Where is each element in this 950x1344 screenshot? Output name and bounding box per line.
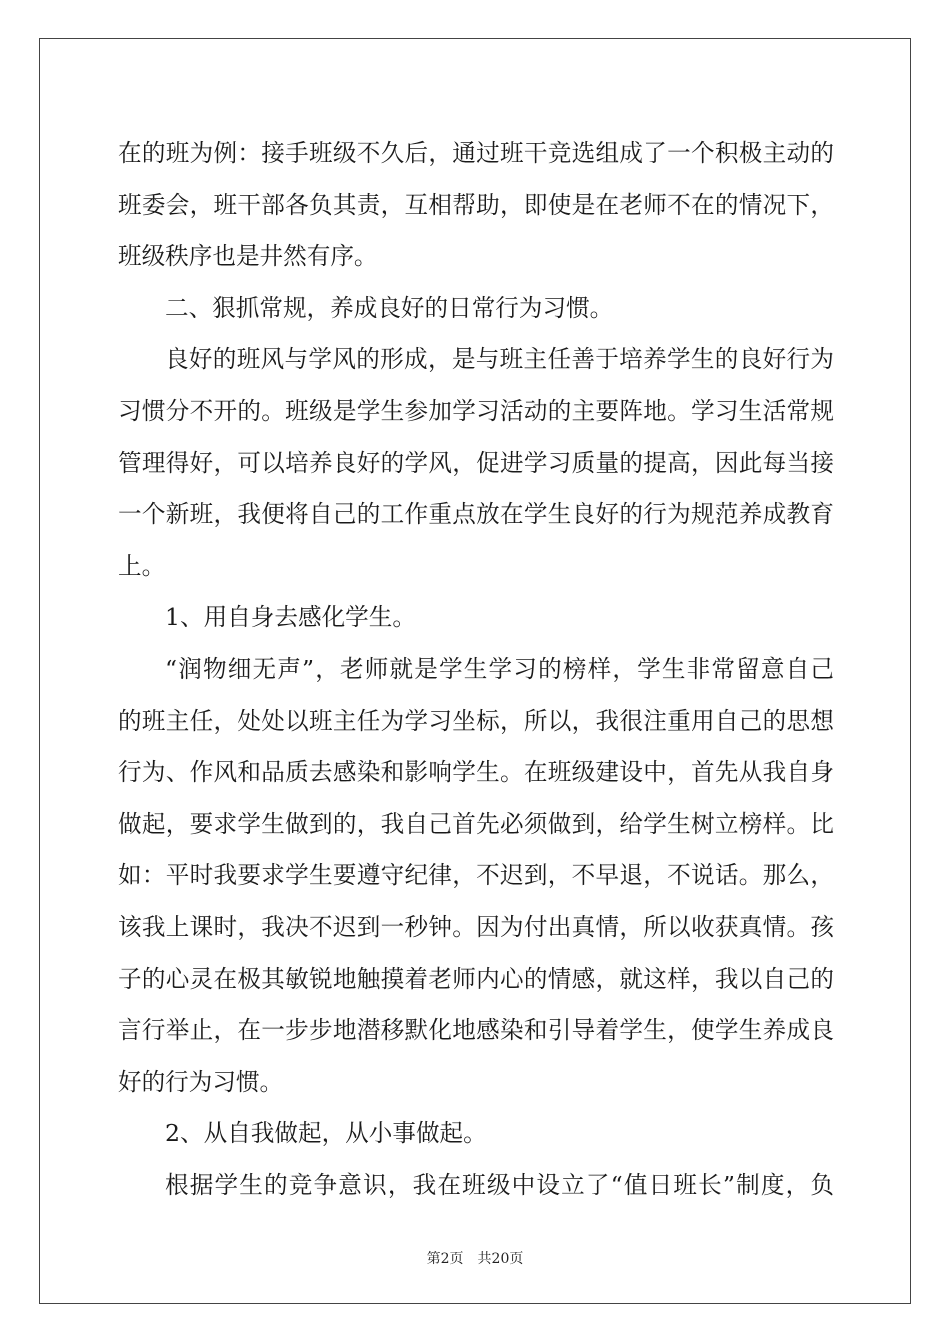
text-line: 上。 bbox=[118, 551, 166, 580]
text-line: 如：平时我要求学生要遵守纪律，不迟到，不早退，不说话。那么， bbox=[118, 861, 834, 890]
page-footer bbox=[0, 1248, 950, 1268]
text-line: 该我上课时，我决不迟到一秒钟。因为付出真情，所以收获真情。孩 bbox=[118, 912, 834, 941]
text-line: 良好的班风与学风的形成，是与班主任善于培养学生的良好行为 bbox=[165, 345, 834, 374]
document-body bbox=[118, 128, 834, 1211]
text-line: 1、用自身去感化学生。 bbox=[165, 603, 416, 632]
text-line: 班委会，班干部各负其责，互相帮助，即使是在老师不在的情况下， bbox=[118, 190, 834, 219]
text-line: 子的心灵在极其敏锐地触摸着老师内心的情感，就这样，我以自己的 bbox=[118, 964, 834, 993]
text-line: 2、从自我做起，从小事做起。 bbox=[165, 1119, 487, 1148]
text-line: 班级秩序也是井然有序。 bbox=[118, 242, 378, 271]
text-line: 管理得好，可以培养良好的学风，促进学习质量的提高，因此每当接 bbox=[118, 448, 834, 477]
text-line: 一个新班，我便将自己的工作重点放在学生良好的行为规范养成教育 bbox=[118, 500, 834, 529]
text-line: 的班主任，处处以班主任为学习坐标，所以，我很注重用自己的思想 bbox=[118, 706, 834, 735]
text-line: “润物细无声”，老师就是学生学习的榜样，学生非常留意自己 bbox=[165, 654, 834, 683]
page-total: 共20页 bbox=[477, 1251, 524, 1267]
text-line: 言行举止，在一步步地潜移默化地感染和引导着学生，使学生养成良 bbox=[118, 1016, 834, 1045]
text-line: 在的班为例：接手班级不久后，通过班干竞选组成了一个积极主动的 bbox=[118, 139, 834, 167]
text-line: 好的行为习惯。 bbox=[118, 1067, 284, 1096]
text-line: 根据学生的竞争意识，我在班级中设立了“值日班长”制度，负 bbox=[165, 1170, 834, 1199]
text-line: 二、狠抓常规，养成良好的日常行为习惯。 bbox=[165, 293, 614, 322]
text-line: 行为、作风和品质去感染和影响学生。在班级建设中，首先从我自身 bbox=[118, 758, 834, 787]
text-line: 习惯分不开的。班级是学生参加学习活动的主要阵地。学习生活常规 bbox=[118, 396, 834, 425]
page-number: 第2页 bbox=[426, 1251, 464, 1267]
text-line: 做起，要求学生做到的，我自己首先必须做到，给学生树立榜样。比 bbox=[118, 809, 834, 838]
